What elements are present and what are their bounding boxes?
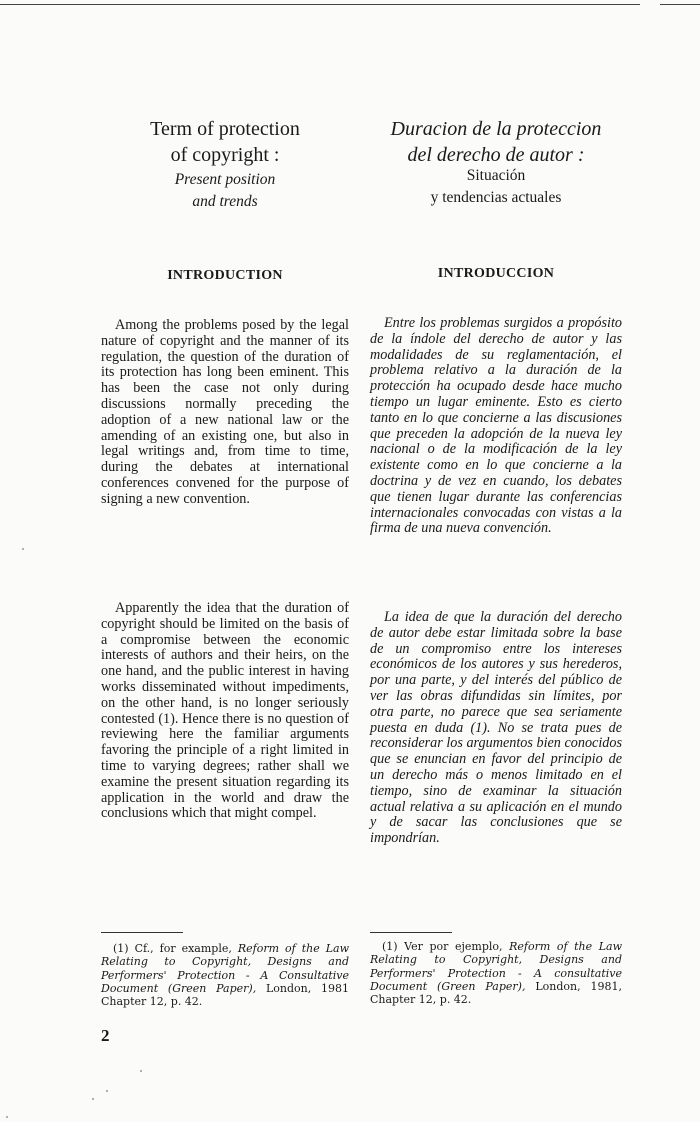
spanish-subtitle bbox=[370, 165, 622, 209]
spanish-footnote-citation: Reform of the Law Relating to Copyright, Designs and Performers' Protection - A consultative Document (Green Paper), bbox=[370, 940, 623, 993]
page-number: 2 bbox=[101, 1026, 110, 1045]
spanish-title-line-1: Duracion de la proteccion bbox=[390, 118, 602, 140]
spanish-footnote bbox=[370, 940, 622, 1006]
scan-speck bbox=[106, 1090, 108, 1092]
spanish-paragraph-1: Entre los problemas surgidos a propósito de la índole del derecho de autor y las modalidades de su reglamentación, el problema relativo a la duración de la protección ha ocupado desde hace mucho tiempo un lugar eminente. Esto es cierto tanto en lo que concierne a las discusiones que preceden la adopción de la nueva ley nacional o de la modificación de la ley existente como en lo que concierne a la doctrina y de vez en cuando, los debates que tienen lugar durante las conferencias internacionales convocadas con vistas a la firma de una nueva convención. bbox=[370, 315, 622, 537]
scan-speck bbox=[22, 548, 24, 550]
spanish-title-line-2: del derecho de autor : bbox=[407, 144, 585, 166]
spanish-paragraph-2: La idea de que la duración del derecho de autor debe estar limitada sobre la base de un compromiso entre los intereses económicos de los autores y sus herederos, por una parte, y del interés del público de ver las obras difundidas sin límites, por otra parte, no parece que sea seriamente puesta en duda (1). No se trata pues de reconsiderar los argumentos bien conocidos que se enuncian en favor del principio de un derecho más o menos limitado en el tiempo, sino de examinar la situación actual relativa a su aplicación en el mundo y de sacar las conclusiones que se impondrían. bbox=[370, 609, 622, 847]
english-footnote bbox=[101, 942, 349, 1008]
top-border-rule bbox=[0, 4, 640, 5]
scan-speck bbox=[6, 1116, 8, 1118]
english-subtitle-line-2: and trends bbox=[192, 193, 258, 210]
english-footnote-suffix: London, 1981 Chapter 12, p. 42. bbox=[101, 981, 349, 1009]
top-border-rule-right bbox=[660, 4, 700, 5]
english-title bbox=[101, 116, 349, 168]
scan-speck bbox=[140, 1070, 142, 1072]
english-paragraph-1: Among the problems posed by the legal nature of copyright and the manner of its regulation, the question of the duration of its protection has long been eminent. This has been the case not only during discussions normally preceding the adoption of a new national law or the amending of an existing one, but also in legal writings and, from time to time, during the debates at international conferences convened for the purpose of signing a new convention. bbox=[101, 317, 349, 507]
spanish-subtitle-line-2: y tendencias actuales bbox=[430, 189, 562, 206]
spanish-subtitle-line-1: Situación bbox=[466, 167, 526, 184]
spanish-title bbox=[370, 116, 622, 168]
spanish-footnote-suffix: London, 1981, Chapter 12, p. 42. bbox=[370, 979, 622, 1007]
scan-speck bbox=[92, 1098, 94, 1100]
english-title-line-1: Term of protection bbox=[150, 118, 300, 140]
english-footnote-prefix: (1) Cf., for example, bbox=[113, 942, 238, 955]
spanish-section-heading: INTRODUCCION bbox=[437, 266, 555, 281]
english-title-line-2: of copyright : bbox=[170, 144, 280, 166]
spanish-footnote-rule bbox=[370, 932, 452, 933]
spanish-footnote-prefix: (1) Ver por ejemplo, bbox=[382, 940, 510, 953]
english-paragraph-2: Apparently the idea that the duration of copyright should be limited on the basis of a compromise between the economic interests of authors and their heirs, on the one hand, and the public interest in having works disseminated without impediments, on the other hand, is no longer seriously contested (1). Hence there is no question of reviewing here the familiar arguments favoring the principle of a right limited in time to varying degrees; rather shall we examine the present situation regarding its application in the world and draw the conclusions which that might compel. bbox=[101, 600, 349, 822]
english-footnote-rule bbox=[101, 932, 183, 933]
english-footnote-citation: Reform of the Law Relating to Copyright, Designs and Performers' Protection - A Consultative Document (Green Paper), bbox=[101, 942, 349, 995]
english-section-heading: INTRODUCTION bbox=[167, 268, 283, 283]
english-subtitle-line-1: Present position bbox=[174, 171, 276, 188]
english-subtitle bbox=[101, 169, 349, 213]
